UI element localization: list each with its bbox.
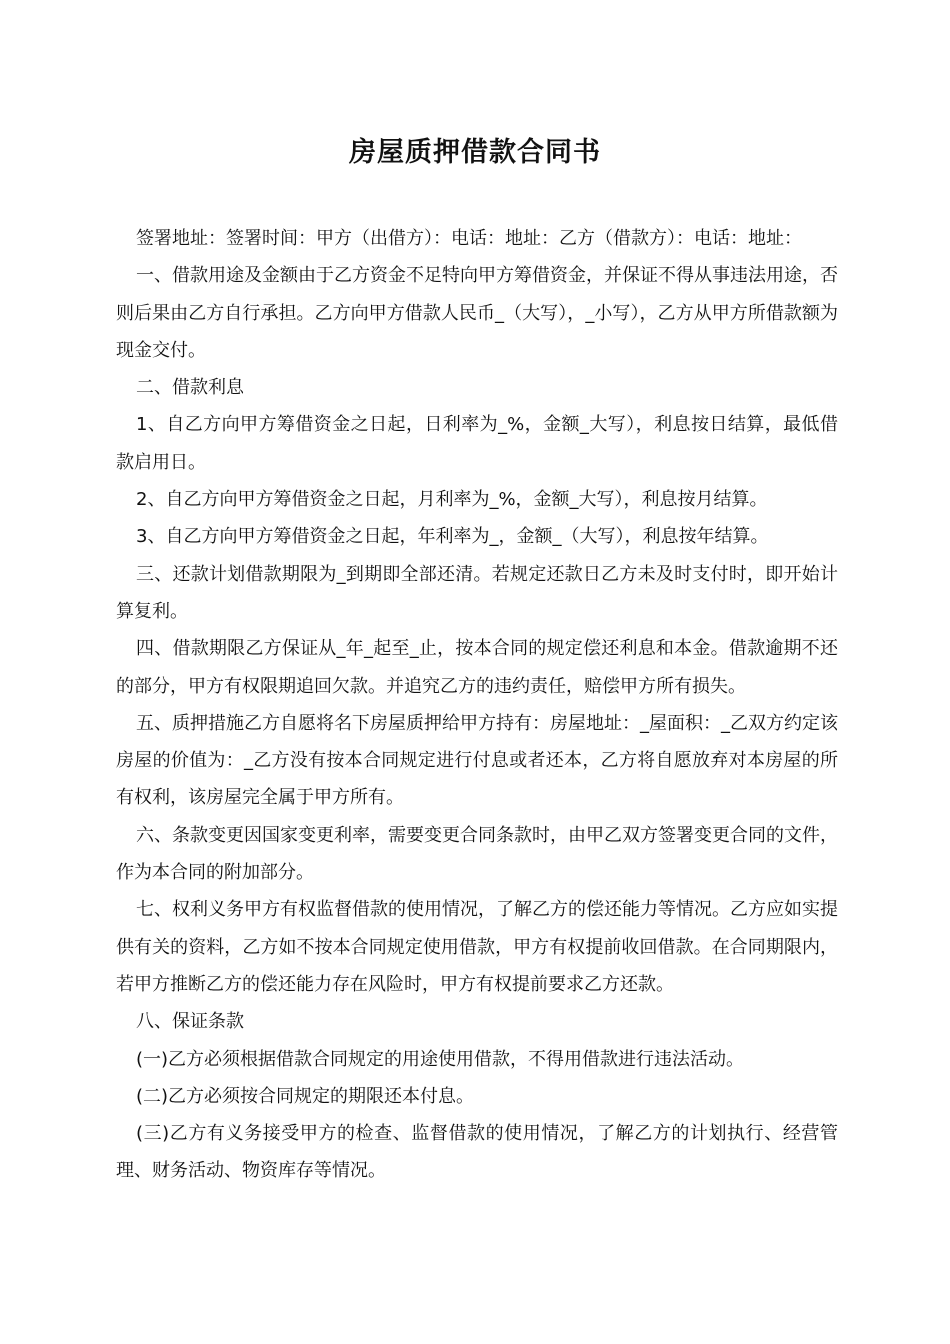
paragraph-parties: 签署地址：签署时间：甲方（出借方）：电话：地址：乙方（借款方）：电话：地址： xyxy=(136,228,802,249)
paragraph-clause-8-heading: 八、保证条款 xyxy=(136,1011,244,1033)
paragraph-clause-6: 六、条款变更因国家变更利率，需要变更合同条款时，由甲乙双方签署变更合同的文件，作为本合同的附加部分。 xyxy=(116,824,838,884)
document-title: 房屋质押借款合同书 xyxy=(349,137,601,168)
paragraph-clause-8-item-3: (三)乙方有义务接受甲方的检查、监督借款的使用情况，了解乙方的计划执行、经营管理、财务活动、物资库存等情况。 xyxy=(116,1123,838,1182)
paragraph-clause-7: 七、权利义务甲方有权监督借款的使用情况，了解乙方的偿还能力等情况。乙方应如实提供有关的资料，乙方如不按本合同规定使用借款，甲方有权提前收回借款。在合同期限内，若甲方推断乙方的偿还能力存在风险时，甲方有权提前要求乙方还款。 xyxy=(116,899,838,995)
paragraph-clause-4: 四、借款期限乙方保证从_年_起至_止，按本合同的规定偿还利息和本金。借款逾期不还的部分，甲方有权限期追回欠款。并追究乙方的违约责任，赔偿甲方所有损失。 xyxy=(116,638,838,697)
document-body xyxy=(116,220,838,1190)
paragraph-clause-1: 一、借款用途及金额由于乙方资金不足特向甲方筹借资金，并保证不得从事违法用途，否则后果由乙方自行承担。乙方向甲方借款人民币_（大写），_小写），乙方从甲方所借款额为现金交付。 xyxy=(116,265,838,361)
paragraph-clause-5: 五、质押措施乙方自愿将名下房屋质押给甲方持有：房屋地址：_屋面积：_乙双方约定该房屋的价值为：_乙方没有按本合同规定进行付息或者还本，乙方将自愿放弃对本房屋的所有权利，该房屋完全属于甲方所有。 xyxy=(116,712,838,809)
paragraph-clause-2-item-3: 3、自乙方向甲方筹借资金之日起，年利率为_，金额_（大写），利息按年结算。 xyxy=(136,526,769,548)
paragraph-clause-2-item-2: 2、自乙方向甲方筹借资金之日起，月利率为_%，金额_大写），利息按月结算。 xyxy=(136,489,768,511)
paragraph-clause-8-item-1: (一)乙方必须根据借款合同规定的用途使用借款，不得用借款进行违法活动。 xyxy=(136,1048,745,1070)
paragraph-clause-3: 三、还款计划借款期限为_到期即全部还清。若规定还款日乙方未及时支付时，即开始计算复利。 xyxy=(116,563,838,622)
paragraph-clause-2-heading: 二、借款利息 xyxy=(136,377,244,399)
paragraph-clause-8-item-2: (二)乙方必须按合同规定的期限还本付息。 xyxy=(136,1085,475,1107)
paragraph-clause-2-item-1: 1、自乙方向甲方筹借资金之日起，日利率为_%，金额_大写），利息按日结算，最低借款启用日。 xyxy=(116,414,838,473)
